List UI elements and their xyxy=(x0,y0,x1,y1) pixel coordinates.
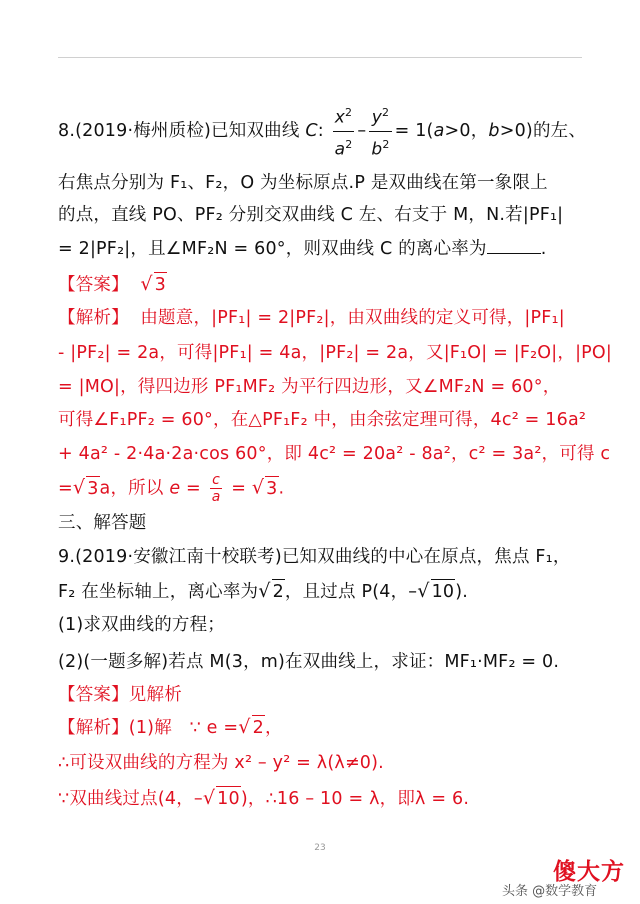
analysis9-line-2: ∴可设双曲线的方程为 x² – y² = λ(λ≠0). xyxy=(58,753,384,773)
analysis8-line-3: = |MO|，得四边形 PF₁MF₂ 为平行四边形，又∠MF₂N = 60°， xyxy=(58,377,561,397)
radicand: 3 xyxy=(86,476,99,501)
q9-part-1: (1)求双曲线的方程； xyxy=(58,615,225,635)
q9-line-2-d: ). xyxy=(455,582,469,602)
var-a: a xyxy=(211,489,221,505)
q8-line-3: 的点，直线 PO、PF₂ 分别交双曲线 C 左、右支于 M，N.若|PF₁| xyxy=(58,205,564,225)
q8-line-2: 右焦点分别为 F₁、F₂，O 为坐标原点.P 是双曲线在第一象限上 xyxy=(58,173,548,193)
analysis8-line-6 xyxy=(58,472,598,505)
eq-sign: = xyxy=(58,478,73,499)
radicand: 10 xyxy=(216,786,241,811)
analysis9-line-1 xyxy=(58,715,598,740)
equation-rhs: = 1( xyxy=(394,121,434,142)
cond-tail: >0)的左、 xyxy=(499,121,587,142)
var-x: x xyxy=(334,107,346,128)
page-number: 23 xyxy=(314,843,326,853)
curve-label: C xyxy=(305,121,318,142)
cond-b: b xyxy=(488,121,500,142)
top-divider xyxy=(58,57,582,58)
fraction-y2-b2: $\frac{y^2}{b^2}$ xyxy=(369,100,391,162)
analysis8-line-4: 可得∠F₁PF₂ = 60°，在△PF₁F₂ 中，由余弦定理可得，4c² = 16a² xyxy=(58,410,587,430)
colon: : xyxy=(317,121,330,142)
var-y: y xyxy=(371,107,382,128)
minus-sign: – xyxy=(193,789,203,809)
fraction-c-a xyxy=(210,472,223,505)
cond-mid: >0， xyxy=(444,121,489,142)
analysis8-line-2: - |PF₂| = 2a，可得|PF₁| = 4a，|PF₂| = 2a，又|F₁O| = |F₂O|，|PO| xyxy=(58,343,612,363)
q8-line-1 xyxy=(58,100,598,162)
answer-tag: 【答案】 xyxy=(58,275,129,295)
analysis8-l1-text: 由题意，|PF₁| = 2|PF₂|，由双曲线的定义可得，|PF₁| xyxy=(140,308,565,328)
var-c: c xyxy=(212,472,221,488)
analysis9-l3-c: )，∴16 – 10 = λ，即λ = 6. xyxy=(240,789,470,809)
q9-line-2 xyxy=(58,579,598,604)
fraction-x2-a2: $\frac{x^2}{a^2}$ xyxy=(333,100,355,162)
radical-sign: √ xyxy=(238,716,251,738)
analysis8-line-1 xyxy=(58,306,598,330)
section-heading: 三、解答题 xyxy=(58,513,147,533)
minus-sign: – xyxy=(357,121,367,142)
analysis-tag: 【解析】 xyxy=(58,308,129,328)
radical-sign: √ xyxy=(258,580,271,602)
radical-sign: √ xyxy=(140,273,153,295)
analysis8-line-5: + 4a² - 2·4a·2a·cos 60°，即 4c² = 20a² - 8a²，c² = 3a²，可得 c xyxy=(58,444,611,464)
radical-sign: √ xyxy=(202,787,216,809)
radicand: 3 xyxy=(154,272,167,297)
q8-prefix: 8.(2019·梅州质检)已知双曲线 xyxy=(58,121,306,142)
analysis9-line-3 xyxy=(58,786,598,811)
answer8-line xyxy=(58,272,598,297)
radical-sign: √ xyxy=(417,580,430,602)
q9-part-2: (2)(一题多解)若点 M(3，m)在双曲线上，求证：MF₁·MF₂ = 0. xyxy=(58,652,560,672)
answer9-line: 【答案】见解析 xyxy=(58,685,182,705)
var-b: b xyxy=(371,139,383,160)
period: . xyxy=(540,239,547,259)
answer-blank xyxy=(487,237,541,254)
radicand: 3 xyxy=(265,476,278,501)
eq-sign: = xyxy=(225,478,252,499)
q9-line-1: 9.(2019·安徽江南十校联考)已知双曲线的中心在原点，焦点 F₁， xyxy=(58,547,571,567)
eq-sign: = xyxy=(180,478,207,499)
analysis9-l3-a: ∵双曲线过点(4， xyxy=(58,789,194,809)
minus-sign: – xyxy=(408,582,418,602)
cond-a: a xyxy=(433,121,445,142)
var-a: a xyxy=(334,139,346,160)
q9-line-2-b: ，且过点 P(4， xyxy=(284,582,409,602)
analysis9-l1-a: 【解析】(1)解 ∵ e = xyxy=(58,718,239,738)
radical-sign: √ xyxy=(72,476,86,499)
var-e: e xyxy=(169,478,181,499)
radicand: 10 xyxy=(431,579,456,604)
q8-line-4 xyxy=(58,237,598,261)
radicand: 2 xyxy=(252,715,265,740)
watermark-logo: 傻大方 xyxy=(553,859,625,885)
radical-sign: √ xyxy=(251,476,265,499)
text-a: a，所以 xyxy=(99,478,170,499)
watermark-credit: 头条 @数学教育 xyxy=(502,884,598,899)
q9-line-2-a: F₂ 在坐标轴上，离心率为 xyxy=(58,582,259,602)
period: . xyxy=(278,478,285,499)
radicand: 2 xyxy=(272,579,285,604)
analysis9-l1-b: ， xyxy=(264,718,283,738)
q8-line-4-text: = 2|PF₂|，且∠MF₂N = 60°，则双曲线 C 的离心率为 xyxy=(58,239,487,259)
